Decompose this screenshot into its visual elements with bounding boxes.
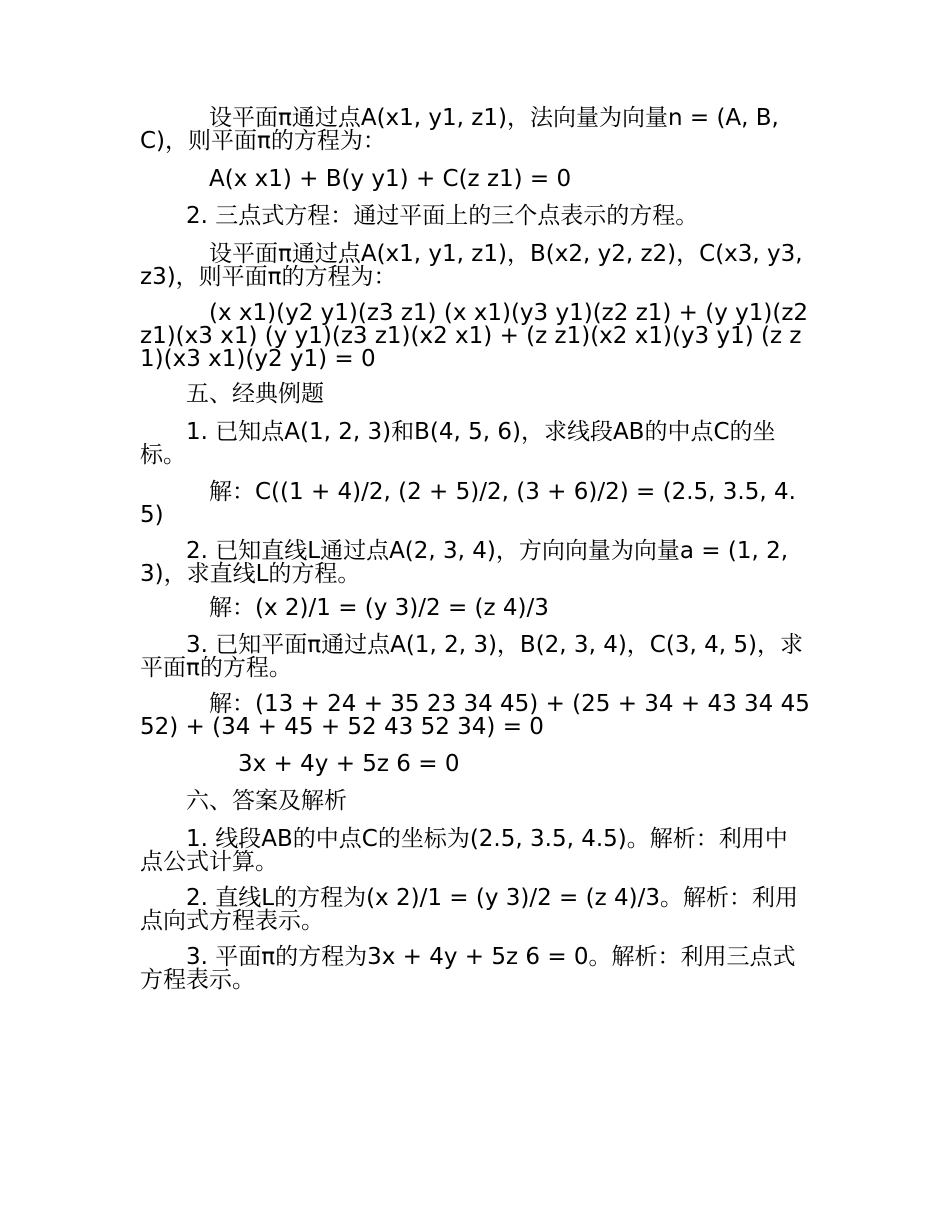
section-heading-answers: 六、答案及解析 [186, 788, 347, 814]
example-1-question: 1. 已知点A(1, 2, 3)和B(4, 5, 6)，求线段AB的中点C的坐标。 [140, 419, 776, 468]
plane-point-normal-intro: 设平面π通过点A(x1, y1, z1)，法向量为向量n = (A, B, C)，则平面π的方程为： [140, 105, 779, 154]
example-2-question: 2. 已知直线L通过点A(2, 3, 4)，方向向量为向量a = (1, 2, 3)，求直线L的方程。 [140, 538, 789, 587]
three-point-intro: 设平面π通过点A(x1, y1, z1)，B(x2, y2, z2)，C(x3, y3, z3)，则平面π的方程为： [140, 241, 803, 290]
example-3-question: 3. 已知平面π通过点A(1, 2, 3)，B(2, 3, 4)，C(3, 4, 5)，求平面π的方程。 [140, 632, 803, 681]
example-3-result: 3x + 4y + 5z 6 = 0 [238, 751, 460, 777]
answer-2: 2. 直线L的方程为(x 2)/1 = (y 3)/2 = (z 4)/3。解析：利用点向式方程表示。 [140, 885, 798, 934]
three-point-heading: 2. 三点式方程：通过平面上的三个点表示的方程。 [186, 203, 699, 229]
example-2-solution: 解：(x 2)/1 = (y 3)/2 = (z 4)/3 [209, 595, 549, 621]
example-1-solution: 解：C((1 + 4)/2, (2 + 5)/2, (3 + 6)/2) = (2.5, 3.5, 4.5) [140, 479, 796, 528]
point-normal-equation: A(x x1) + B(y y1) + C(z z1) = 0 [209, 166, 572, 192]
example-3-solution: 解：(13 + 24 + 35 23 34 45) + (25 + 34 + 43 34 45 52) + (34 + 45 + 52 43 52 34) = 0 [140, 691, 810, 740]
answer-3: 3. 平面π的方程为3x + 4y + 5z 6 = 0。解析：利用三点式方程表示。 [140, 944, 796, 993]
section-heading-examples: 五、经典例题 [186, 381, 324, 407]
answer-1: 1. 线段AB的中点C的坐标为(2.5, 3.5, 4.5)。解析：利用中点公式计算。 [140, 826, 788, 875]
three-point-equation: (x x1)(y2 y1)(z3 z1) (x x1)(y3 y1)(z2 z1) + (y y1)(z2 z1)(x3 x1) (y y1)(z3 z1)(x2 x1) + (z z1)(x2 x1)(y3 y1) (z z1)(x3 x1)(y2 y1) = 0 [140, 300, 809, 372]
